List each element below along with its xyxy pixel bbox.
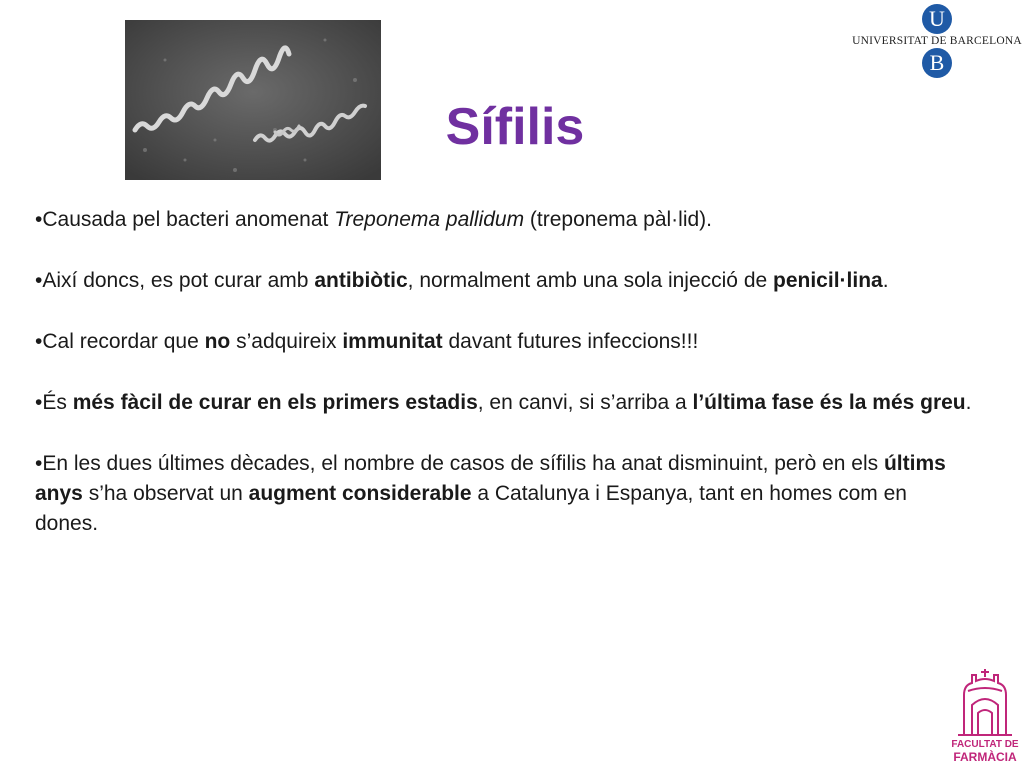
university-logo	[852, 2, 1022, 82]
bullet-bold: últims anys	[35, 452, 946, 505]
faculty-line2: FARMÀCIA	[953, 750, 1017, 764]
bullet-text: , normalment amb una sola injecció de	[407, 269, 774, 292]
faculty-name	[950, 739, 1020, 763]
bullet-bold: no	[204, 330, 231, 353]
bullet-text: •En les dues últimes dècades, el nombre de casos de sífilis ha anat disminuint, però en els	[35, 452, 884, 475]
bullet-item	[35, 449, 975, 539]
ub-letter-b: B	[922, 48, 952, 78]
bullet-text: .	[965, 391, 972, 414]
bullet-text: •Causada pel bacteri anomenat	[35, 208, 335, 231]
bullet-item	[35, 205, 975, 235]
bullet-bold: més fàcil de curar en els primers estadis	[72, 391, 478, 414]
bullet-bold: l’última fase és la més greu	[692, 391, 966, 414]
bullet-text: a Catalunya i Espanya, tant en homes com en dones.	[35, 482, 907, 535]
bullet-bold: immunitat	[342, 330, 443, 353]
bullet-text: •Cal recordar que	[35, 330, 205, 353]
bullet-list	[35, 205, 975, 570]
ub-name: UNIVERSITAT DE BARCELONA	[852, 35, 1022, 47]
slide-title: Sífilis	[445, 97, 585, 156]
ub-letter-u: U	[922, 4, 952, 34]
bullet-text: (treponema pàl·lid).	[524, 208, 713, 231]
bullet-text: .	[882, 269, 889, 292]
bullet-italic: Treponema pallidum	[334, 208, 525, 231]
bullet-text: , en canvi, si s’arriba a	[477, 391, 693, 414]
bullet-text: s’ha observat un	[82, 482, 249, 505]
bullet-text: davant futures infeccions!!!	[442, 330, 699, 353]
bullet-text: •Així doncs, es pot curar amb	[35, 269, 315, 292]
faculty-logo	[950, 665, 1020, 765]
treponema-micrograph-image	[125, 20, 381, 180]
faculty-line1: FACULTAT DE	[951, 739, 1019, 750]
bullet-item	[35, 327, 975, 357]
bullet-text: •És	[35, 391, 73, 414]
bullet-bold: antibiòtic	[314, 269, 408, 292]
bullet-item	[35, 388, 975, 418]
bullet-item	[35, 266, 975, 296]
bullet-bold: penicil·lina	[773, 269, 883, 292]
bullet-bold: augment considerable	[248, 482, 472, 505]
faculty-building-icon	[950, 665, 1020, 737]
bullet-text: s’adquireix	[230, 330, 343, 353]
